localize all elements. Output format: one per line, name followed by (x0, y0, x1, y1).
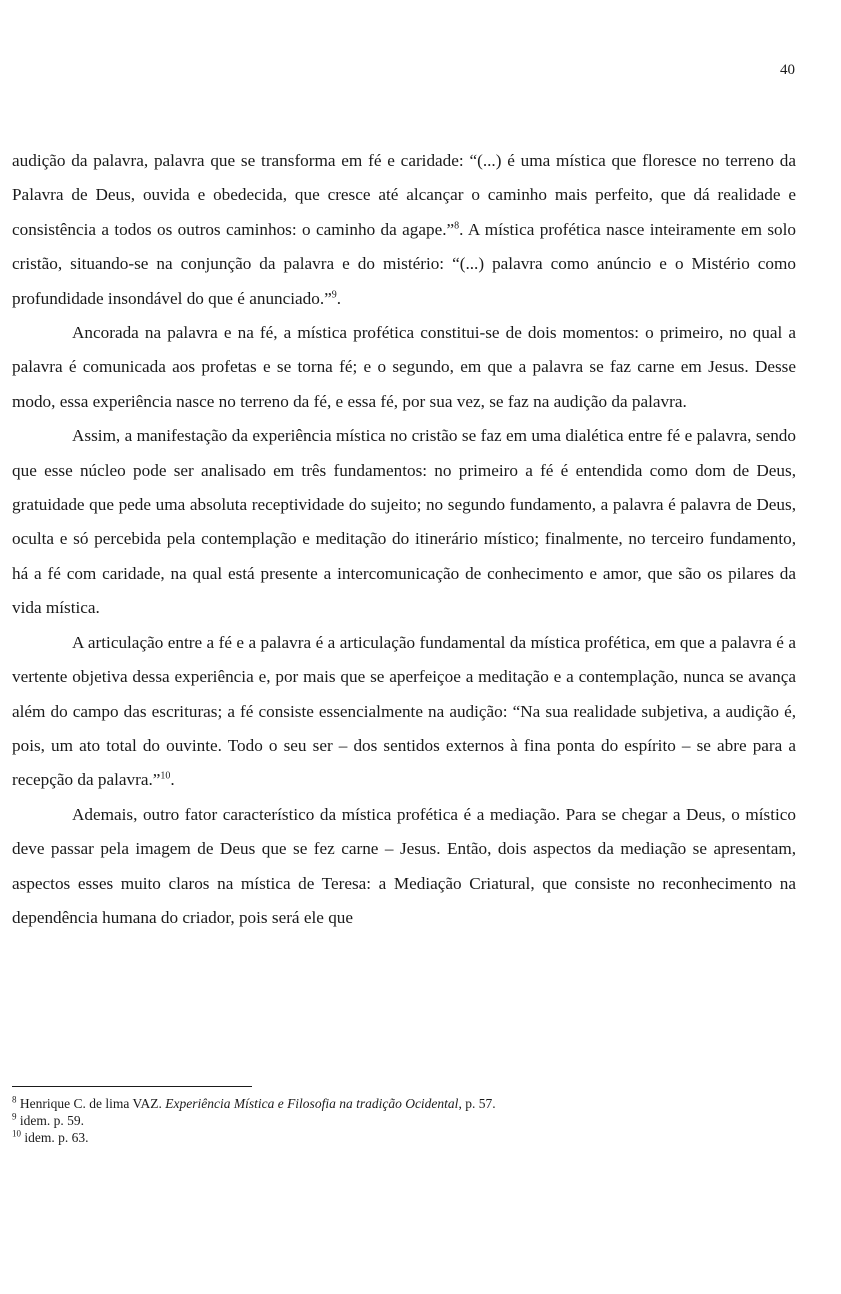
footnote-text: , p. 57. (458, 1096, 496, 1111)
paragraph (12, 798, 796, 936)
paragraph (12, 316, 796, 419)
text-run: . (336, 288, 342, 308)
footnotes (12, 1095, 792, 1146)
footnote-ref: 9 (331, 288, 337, 300)
footnote-title: Experiência Mística e Filosofia na tradição Ocidental (165, 1096, 459, 1111)
paragraph (12, 419, 796, 625)
text-run: Ancorada na palavra e na fé, a mística profética constitui-se de dois momentos: o primeiro, no qual a palavra é comunicada aos profetas e se torna fé; e o segundo, em que a palavra se faz carne em Jesus. Desse modo, essa experiência nasce no terreno da fé, e essa fé, por sua vez, se faz na audição da palavra. (12, 323, 796, 411)
footnote-ref: 8 (454, 220, 460, 232)
page-number: 40 (780, 62, 795, 78)
footnote (12, 1112, 792, 1129)
text-run: audição da palavra, palavra que se transforma em fé e caridade: “(...) é uma mística que floresce no terreno da Palavra de Deus, ouvida e obedecida, que cresce até alcançar o caminho mais perfeito, que dá realidade e consistência a todos os outros caminhos: o caminho da agape.” (12, 151, 796, 239)
footnote (12, 1095, 792, 1112)
text-run: . A mística profética nasce inteiramente em solo cristão, situando-se na conjunção da palavra e do mistério: “(...) palavra como anúncio e o Mistério como profundidade insondável do que é anunciado.” (12, 219, 796, 308)
footnote-text: idem. p. 59. (19, 1113, 84, 1128)
footnote-ref: 10 (160, 770, 171, 782)
footnote-author: Henrique C. de lima VAZ. (19, 1096, 166, 1111)
footnote-separator (12, 1086, 252, 1087)
paragraph (12, 626, 796, 798)
text-run: Assim, a manifestação da experiência mística no cristão se faz em uma dialética entre fé e palavra, sendo que esse núcleo pode ser analisado em três fundamentos: no primeiro a fé é entendida como dom de Deus, gratuidade que pede uma absoluta receptividade do sujeito; no segundo fundamento, a palavra é palavra de Deus, oculta e só percebida pela contemplação e meditação do itinerário místico; finalmente, no terceiro fundamento, há a fé com caridade, na qual está presente a intercomunicação de conhecimento e amor, que são os pilares da vida mística. (12, 426, 796, 618)
text-run: . (170, 770, 175, 790)
footnote (12, 1129, 792, 1146)
text-run: A articulação entre a fé e a palavra é a articulação fundamental da mística profética, em que a palavra é a vertente objetiva dessa experiência e, por mais que se aperfeiçoe a meditação e a contemplação, nunca se avança além do campo das escrituras; a fé consiste essencialmente na audição: “Na sua realidade subjetiva, a audição é, pois, um ato total do ouvinte. Todo o seu ser – dos sentidos externos à fina ponta do espírito – se abre para a recepção da palavra.” (12, 632, 796, 790)
text-run: Ademais, outro fator característico da mística profética é a mediação. Para se chegar a Deus, o místico deve passar pela imagem de Deus que se fez carne – Jesus. Então, dois aspectos da mediação se apresentam, aspectos esses muito claros na mística de Teresa: a Mediação Criatural, que consiste no reconhecimento na dependência humana do criador, pois será ele que (12, 804, 796, 927)
footnote-mark: 8 (12, 1094, 17, 1105)
footnote-mark: 10 (12, 1128, 21, 1139)
paragraph (12, 144, 796, 316)
body-text (12, 144, 796, 935)
footnote-text: idem. p. 63. (24, 1130, 89, 1145)
footnote-mark: 9 (12, 1111, 17, 1122)
